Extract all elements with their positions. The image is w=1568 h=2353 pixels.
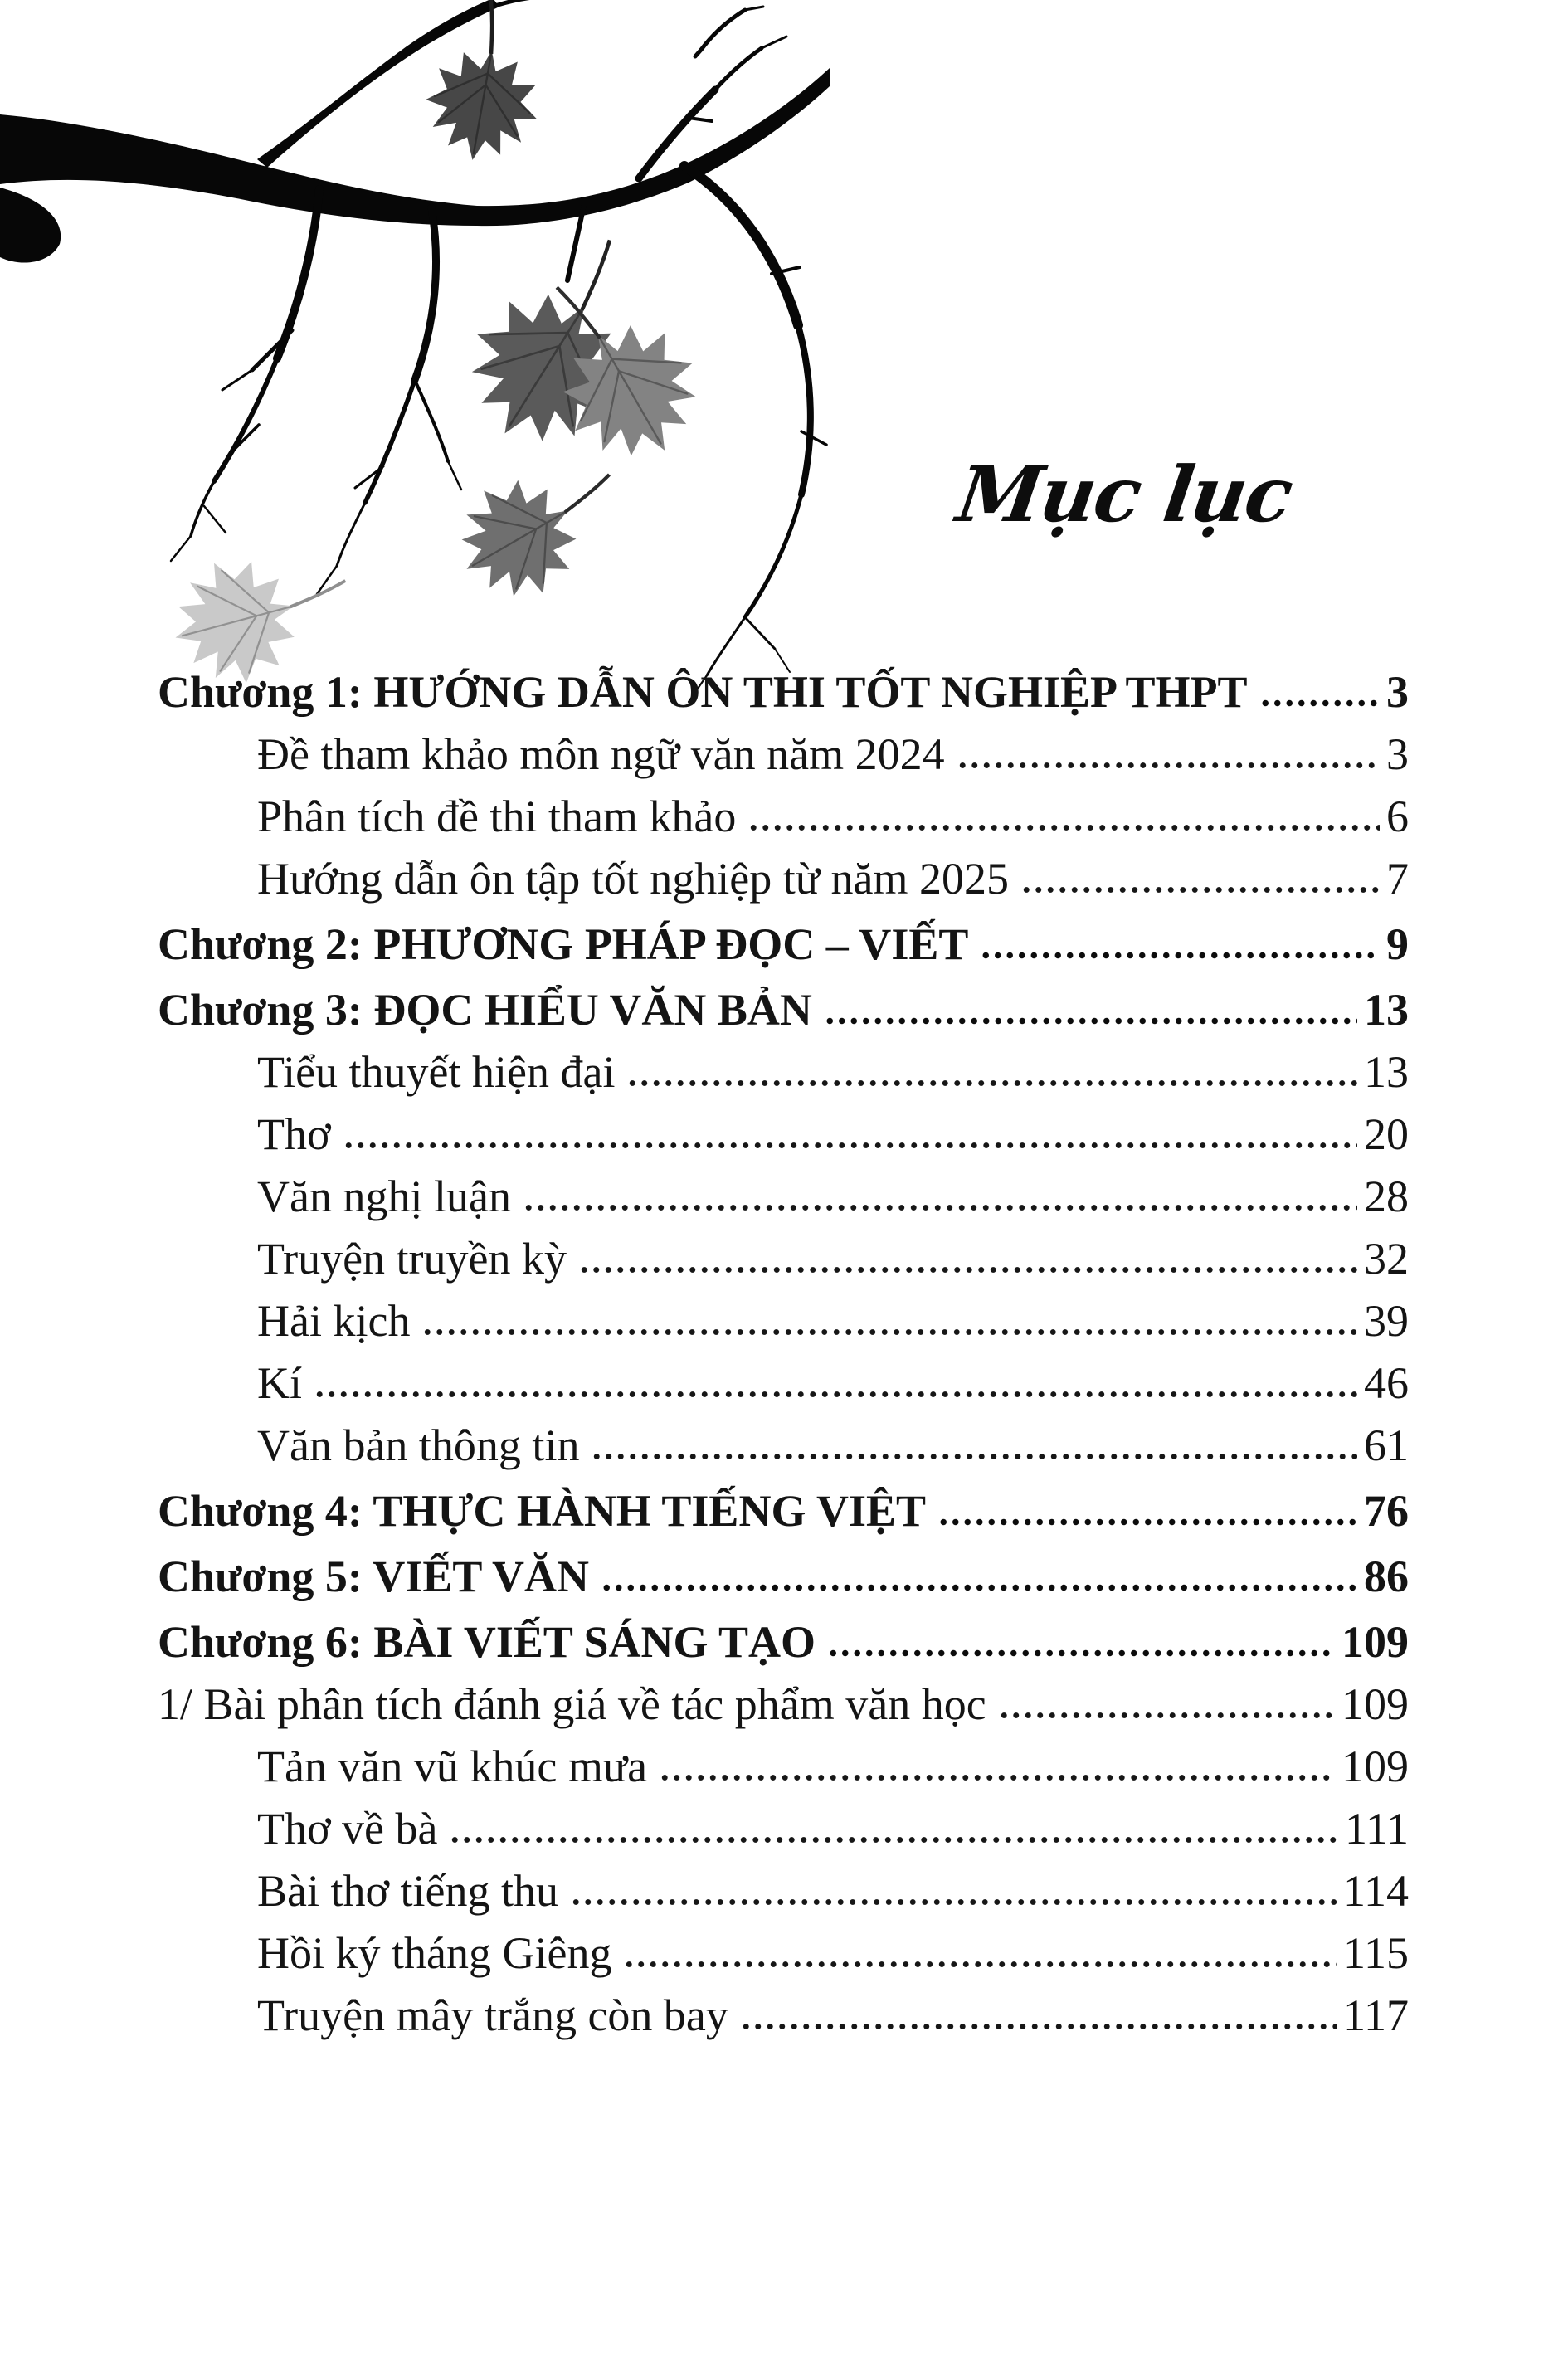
toc-entry-page-number: 46 [1364,1358,1409,1408]
toc-entry [158,1681,1409,1728]
toc-entry-page-number: 20 [1364,1109,1409,1159]
toc-entry [158,1488,1409,1535]
toc-entry-label: Đề tham khảo môn ngữ văn năm 2024 [257,729,945,779]
toc-entry-page-number: 109 [1342,1617,1409,1667]
dot-leader [1259,699,1380,707]
dot-leader [570,1898,1337,1906]
toc-entry-label: Chương 6: BÀI VIẾT SÁNG TẠO [158,1617,816,1667]
toc-entry [158,1743,1409,1790]
table-of-contents [158,669,1409,2054]
toc-entry [158,1553,1409,1600]
page-title: Mục lục [952,450,1298,539]
toc-entry-page-number: 3 [1386,667,1409,717]
toc-entry [158,793,1409,840]
dot-leader [601,1584,1357,1591]
toc-entry-label: Thơ [257,1109,331,1159]
dot-leader [998,1712,1335,1719]
toc-entry-page-number: 13 [1364,1047,1409,1097]
toc-entry-label: Tản văn vũ khúc mưa [257,1742,648,1791]
page-title-wrap [952,450,1298,539]
toc-entry-label: Chương 5: VIẾT VĂN [158,1552,589,1601]
maple-leaf-icon [437,432,645,621]
toc-entry-label: 1/ Bài phân tích đánh giá về tác phẩm văn học [158,1679,986,1729]
toc-entry-page-number: 76 [1364,1486,1409,1536]
toc-entry [158,1805,1409,1853]
toc-entry-page-number: 114 [1343,1866,1409,1916]
dot-leader [659,1774,1335,1781]
dot-leader [591,1453,1357,1460]
dot-leader [957,762,1380,769]
toc-entry [158,1235,1409,1283]
dot-leader [578,1266,1357,1274]
toc-entry-label: Hướng dẫn ôn tập tốt nghiệp từ năm 2025 [257,854,1009,904]
toc-entry [158,731,1409,778]
toc-entry-page-number: 109 [1342,1679,1409,1729]
toc-entry-label: Truyện truyền kỳ [257,1234,567,1284]
toc-entry-label: Truyện mây trắng còn bay [257,1990,728,2040]
toc-entry [158,1298,1409,1345]
toc-entry-label: Phân tích đề thi tham khảo [257,792,737,841]
branch-silhouette [0,0,830,263]
toc-entry-label: Văn bản thông tin [257,1420,580,1470]
toc-entry-label: Hồi ký tháng Giêng [257,1928,612,1978]
toc-entry [158,1173,1409,1220]
toc-entry [158,855,1409,903]
branch-leaves-illustration [0,0,838,730]
toc-entry [158,987,1409,1034]
toc-entry-label: Bài thơ tiếng thu [257,1866,559,1916]
dot-leader [747,824,1380,831]
toc-entry-page-number: 9 [1386,919,1409,969]
dot-leader [980,952,1380,959]
toc-entry-label: Văn nghị luận [257,1172,511,1221]
dot-leader [626,1079,1357,1087]
dot-leader [1020,886,1380,894]
toc-entry-page-number: 13 [1364,985,1409,1035]
toc-entry [158,1992,1409,2039]
toc-entry [158,921,1409,968]
dot-leader [314,1391,1357,1398]
toc-entry [158,1930,1409,1977]
toc-entry-label: Kí [257,1358,302,1408]
toc-entry-label: Chương 4: THỰC HÀNH TIẾNG VIỆT [158,1486,927,1536]
toc-entry-page-number: 3 [1386,729,1409,779]
dot-leader [937,1518,1357,1526]
toc-entry [158,1360,1409,1407]
toc-entry-page-number: 117 [1343,1990,1409,2040]
toc-entry [158,1111,1409,1158]
toc-entry-page-number: 109 [1342,1742,1409,1791]
toc-entry-label: Thơ về bà [257,1804,438,1854]
toc-entry-label: Chương 2: PHƯƠNG PHÁP ĐỌC – VIẾT [158,919,969,969]
dot-leader [449,1836,1338,1844]
toc-entry-page-number: 32 [1364,1234,1409,1284]
dot-leader [827,1649,1335,1657]
toc-entry [158,1619,1409,1666]
toc-entry [158,1868,1409,1915]
toc-entry-page-number: 115 [1343,1928,1409,1978]
toc-entry-page-number: 28 [1364,1172,1409,1221]
toc-entry-label: Hải kịch [257,1296,411,1346]
dot-leader [523,1204,1357,1211]
dot-leader [421,1328,1357,1336]
maple-leaf-icon [417,0,557,170]
toc-entry [158,1049,1409,1096]
toc-entry-page-number: 86 [1364,1552,1409,1601]
toc-entry-label: Tiểu thuyết hiện đại [257,1047,616,1097]
toc-entry-page-number: 39 [1364,1296,1409,1346]
toc-entry-page-number: 61 [1364,1420,1409,1470]
toc-entry-page-number: 7 [1386,854,1409,904]
dot-leader [824,1017,1357,1025]
dot-leader [343,1142,1357,1149]
toc-entry-page-number: 111 [1345,1804,1409,1854]
toc-entry-label: Chương 1: HƯỚNG DẪN ÔN THI TỐT NGHIỆP THPT [158,667,1248,717]
dot-leader [740,2023,1337,2030]
toc-entry [158,1422,1409,1469]
toc-entry-label: Chương 3: ĐỌC HIỂU VĂN BẢN [158,985,812,1035]
dot-leader [623,1961,1337,1968]
toc-entry [158,669,1409,716]
toc-entry-page-number: 6 [1386,792,1409,841]
